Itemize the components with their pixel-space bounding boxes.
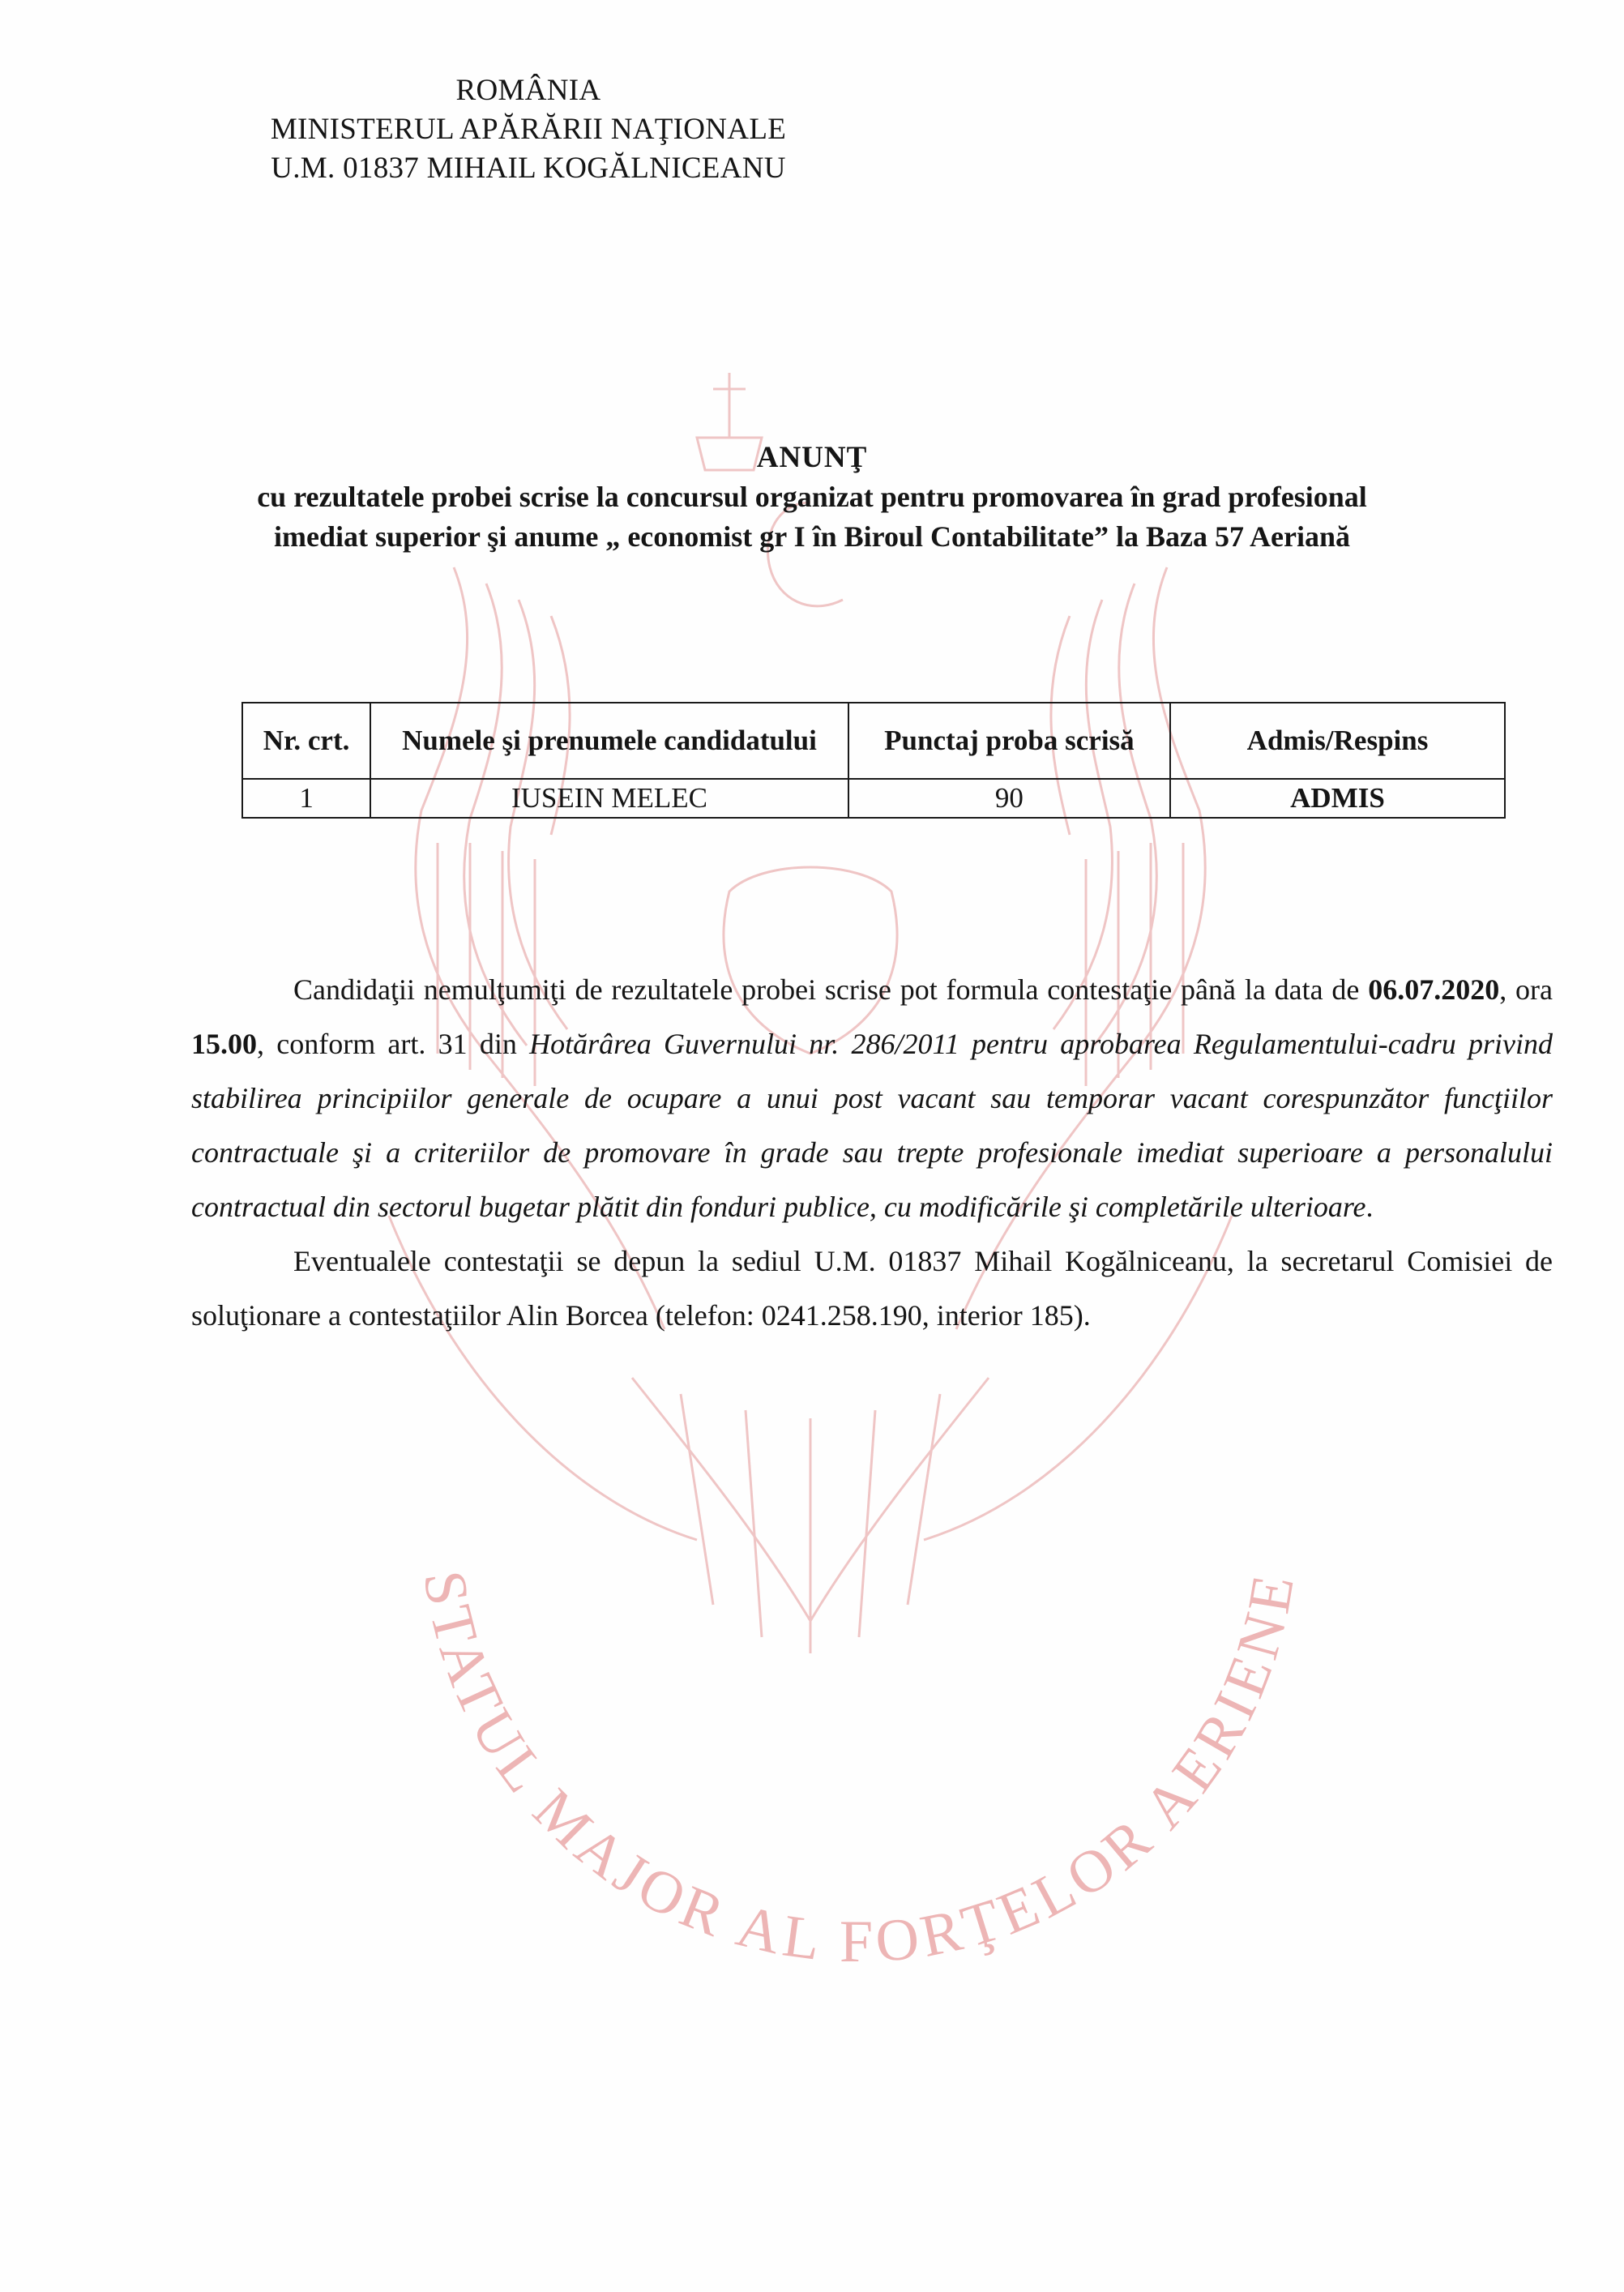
document-header xyxy=(220,71,836,188)
announcement-title xyxy=(162,438,1462,557)
paragraph1-part2: , ora xyxy=(1499,973,1553,1006)
cell-status: ADMIS xyxy=(1170,779,1505,818)
submission-paragraph: Eventualele contestaţii se depun la sediul U.M. 01837 Mihail Kogălniceanu, la secretarul Comisiei de soluţionare a contestaţiilor Alin Borcea (telefon: 0241.258.190, interior 185). xyxy=(191,1245,1553,1332)
header-score: Punctaj proba scrisă xyxy=(848,703,1170,779)
cell-nr: 1 xyxy=(242,779,370,818)
header-nr: Nr. crt. xyxy=(242,703,370,779)
table-header-row xyxy=(242,703,1505,779)
results-table xyxy=(241,702,1506,819)
contest-paragraph xyxy=(191,963,1553,1234)
title-line-1: cu rezultatele probei scrise la concursul organizat pentru promovarea în grad profesional xyxy=(257,481,1367,513)
title-main: ANUNŢ xyxy=(756,441,868,474)
header-status: Admis/Respins xyxy=(1170,703,1505,779)
paragraph1-part1: Candidaţii nemulţumiţi de rezultatele probei scrise pot formula contestaţie până la data de xyxy=(293,973,1369,1006)
unit-name: U.M. 01837 MIHAIL KOGĂLNICEANU xyxy=(271,152,786,185)
table-row xyxy=(242,779,1505,818)
cell-name: IUSEIN MELEC xyxy=(370,779,848,818)
legal-reference: Hotărârea Guvernului nr. 286/2011 pentru aprobarea Regulamentului-cadru privind stabilirea principiilor generale de ocupare a unui post vacant sau temporar vacant corespunzător funcţiilor contractuale şi a criteriilor de promovare în grade sau trepte profesionale imediat superioare a personalului contractual din sectorul bugetar plătit din fonduri publice, cu modificările şi completările ulterioare xyxy=(191,1028,1553,1223)
watermark-lettering: STATUL MAJOR AL FORŢELOR AERIENE xyxy=(410,1566,1308,1976)
ministry-name: MINISTERUL APĂRĂRII NAŢIONALE xyxy=(270,113,787,146)
paragraph1-part3: , conform art. 31 din xyxy=(257,1028,530,1060)
contest-deadline-date: 06.07.2020 xyxy=(1368,973,1500,1006)
title-line-2: imediat superior şi anume „ economist gr I în Biroul Contabilitate” la Baza 57 Aeriană xyxy=(273,520,1350,553)
cell-score: 90 xyxy=(848,779,1170,818)
header-name: Numele şi prenumele candidatului xyxy=(370,703,848,779)
contest-deadline-time: 15.00 xyxy=(191,1028,257,1060)
paragraph1-part4: . xyxy=(1365,1191,1374,1223)
body-text xyxy=(191,963,1553,1343)
country-name: ROMÂNIA xyxy=(455,74,601,107)
